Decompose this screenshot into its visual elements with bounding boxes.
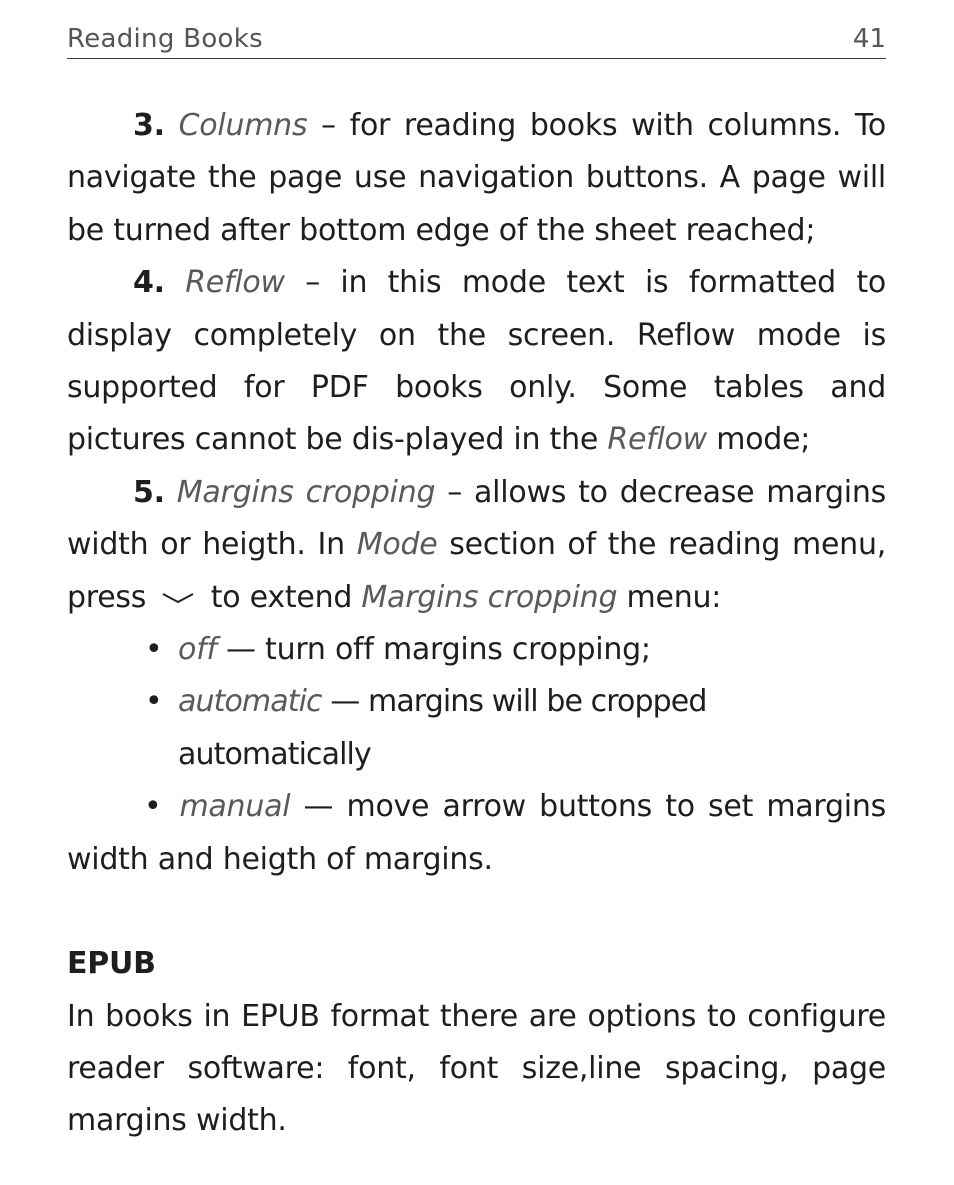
list-item-reflow [67, 257, 886, 467]
item-term: Margins cropping [176, 474, 436, 510]
item-term: Reflow [185, 265, 285, 301]
bullet-text: — turn off margins cropping; [216, 632, 651, 668]
bullet-glyph: • [145, 632, 163, 668]
section-paragraph: In books in EPUB format there are options to configure reader software: font, font size,line spacing, page margins width. [67, 998, 886, 1139]
bullet-item-automatic [67, 676, 886, 781]
bullet-term: automatic [178, 684, 322, 720]
item-text: mode; [706, 422, 811, 458]
running-header [67, 22, 886, 59]
list-item-columns [67, 100, 886, 257]
bullet-item-off [67, 624, 886, 676]
item-number: 5. [133, 474, 165, 510]
bullet-text: — margins will be cropped automatically [178, 684, 707, 772]
item-text: to extend [201, 579, 362, 615]
bullet-glyph: • [144, 789, 162, 825]
bullet-term: manual [179, 789, 291, 825]
header-title: Reading Books [67, 24, 263, 54]
bullet-glyph: • [145, 684, 162, 720]
section-heading: EPUB [67, 946, 156, 982]
item-text: – allows to decrease margins width or heigth. In [67, 474, 886, 563]
list-item-margins-cropping [67, 467, 886, 624]
bullet-term: off [178, 632, 217, 668]
item-term: Columns [178, 108, 308, 143]
item-text: – in this mode text is formatted to display completely on the screen. Reflow mode is supported for PDF books only. Some tables and pictures cannot be dis-played in the [67, 265, 886, 458]
item-term-inline: Mode [356, 527, 438, 563]
item-term-inline: Reflow [607, 422, 707, 458]
page-number: 41 [852, 24, 886, 54]
item-text: – for reading books with columns. To navigate the page use navigation buttons. A page will be turned after bottom edge of the sheet reached; [67, 108, 886, 248]
item-text: section of the reading menu, press [67, 527, 886, 615]
item-term-inline: Margins cropping [361, 579, 618, 615]
bullet-item-manual [67, 781, 886, 886]
item-number: 4. [133, 265, 165, 301]
item-text: menu: [617, 579, 722, 615]
bullet-text: — move arrow buttons to set margins width and heigth of margins. [67, 789, 886, 877]
body-text [67, 100, 886, 1148]
item-number: 3. [133, 108, 165, 143]
chevron-down-icon [161, 591, 195, 605]
